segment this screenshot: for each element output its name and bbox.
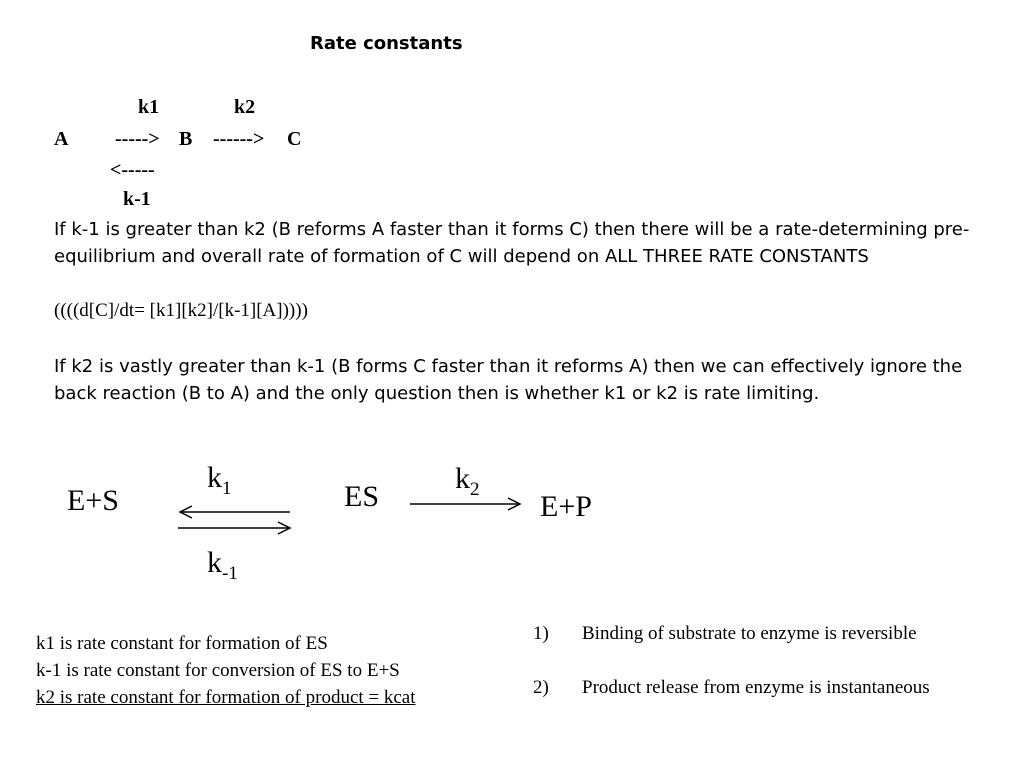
scheme-k2-label: k2 <box>234 96 256 118</box>
catalysis-arrow <box>410 498 520 510</box>
scheme-forward-arrow-2: ------> <box>213 128 265 150</box>
enzyme-k1-base: k <box>207 461 222 494</box>
reverse-arrow <box>180 506 290 518</box>
assumption-1-text: Binding of substrate to enzyme is reversible <box>582 623 917 644</box>
scheme-species-c: C <box>287 128 302 150</box>
assumption-2-number: 2) <box>533 677 549 698</box>
pre-equilibrium-paragraph: If k-1 is greater than k2 (B reforms A faster than it forms C) then there will be a rate-determining pre-equilibrium and overall rate of formation of C will depend on ALL THREE RATE CONSTANTS <box>54 219 970 267</box>
enzyme-k-minus1-subscript: -1 <box>222 563 238 584</box>
enzyme-k2-base: k <box>455 462 470 495</box>
scheme-k1-label: k1 <box>138 96 160 118</box>
scheme-back-arrow: <----- <box>110 159 155 181</box>
scheme-species-b: B <box>179 128 193 150</box>
scheme-species-a: A <box>54 128 69 150</box>
assumption-2-text: Product release from enzyme is instantaneous <box>582 677 930 698</box>
enzyme-k-minus1-base: k <box>207 546 222 579</box>
note-k-minus1: k-1 is rate constant for conversion of ES to E+S <box>36 660 400 681</box>
rate-equation: ((((d[C]/dt= [k1][k2]/[k-1][A])))) <box>54 300 308 321</box>
enzyme-complex-label: ES <box>344 480 380 513</box>
rate-constant-notes <box>36 630 416 711</box>
enzyme-k2-subscript: 2 <box>470 479 480 500</box>
binding-forward-arrow <box>178 522 290 534</box>
slide-title: Rate constants <box>310 33 463 54</box>
enzyme-k1-subscript: 1 <box>222 478 232 499</box>
enzyme-substrate-label: E+S <box>67 484 119 517</box>
note-k1: k1 is rate constant for formation of ES <box>36 633 328 654</box>
rate-limiting-paragraph: If k2 is vastly greater than k-1 (B forms C faster than it reforms A) then we can effectively ignore the back reaction (B to A) and the only question then is whether k1 or k2 is rate limiting. <box>54 356 963 404</box>
assumption-1-number: 1) <box>533 623 549 644</box>
enzyme-product-label: E+P <box>540 490 592 523</box>
note-k2: k2 is rate constant for formation of product = kcat <box>36 687 416 708</box>
scheme-forward-arrow-1: -----> <box>115 128 160 150</box>
scheme-k-minus1-label: k-1 <box>123 188 151 210</box>
